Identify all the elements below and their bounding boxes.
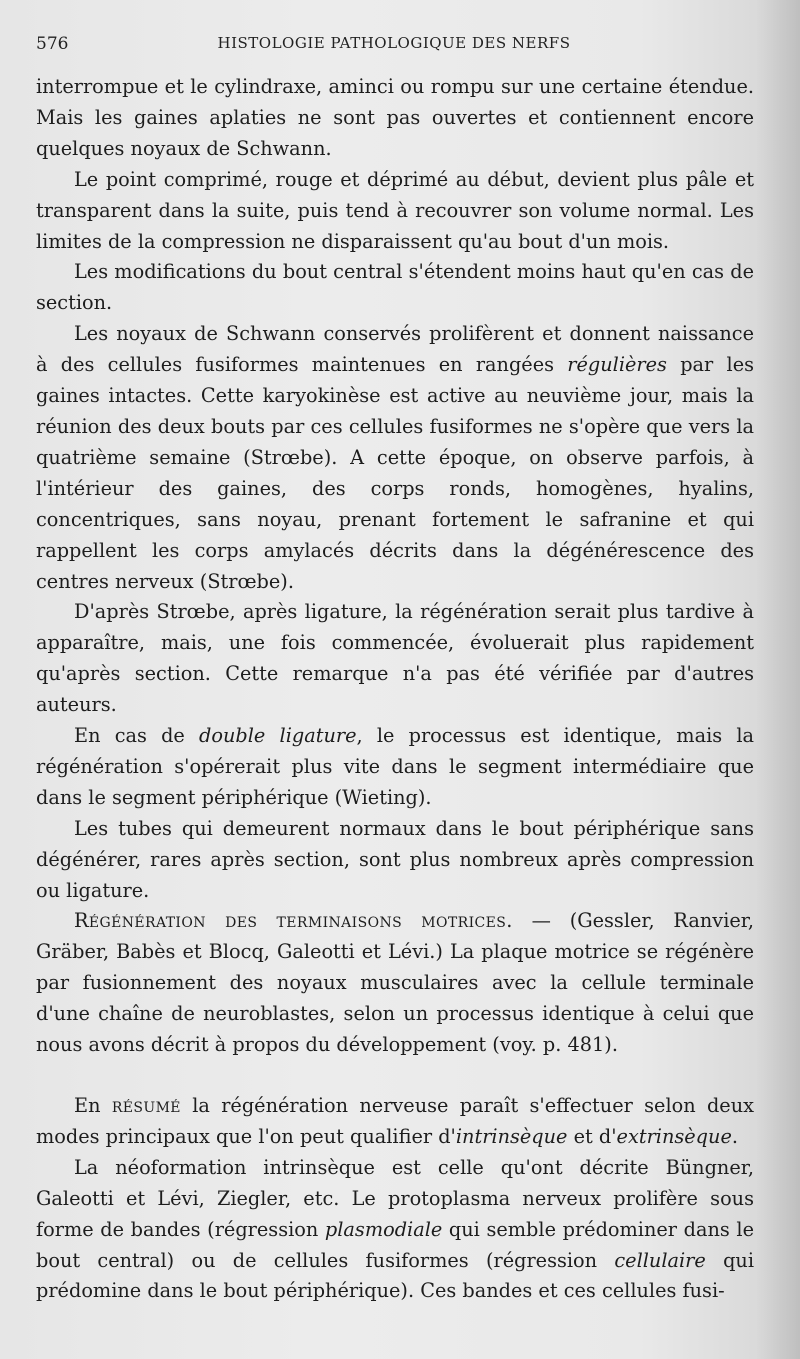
paragraph-6-text-b: , le processus est identique, mais la régénération s'opérerait plus vite dans le segment intermédiaire que dans le segment périphérique (Wieting). (36, 724, 754, 809)
paragraph-3: Les modifications du bout central s'étendent moins haut qu'en cas de section. (36, 260, 754, 315)
paragraph-10-text-b: qui semble prédominer dans le bout central) ou de cellules fusiformes (régression (36, 1217, 754, 1272)
section-heading-motor-endings: Régénération des terminaisons motrices. (74, 909, 513, 933)
paragraph-4 (36, 319, 754, 597)
paragraph-10-text-a: La néoformation intrinsèque est celle qu'ont décrite Büngner, Galeotti et Lévi, Ziegler, etc. Le protoplasma nerveux prolifère sous forme de bandes (régression (36, 1155, 754, 1241)
page-number: 576 (36, 34, 69, 54)
paragraph-10 (36, 1153, 754, 1308)
paragraph-7: Les tubes qui demeurent normaux dans le bout périphérique sans dégénérer, rares après section, sont plus nombreux après compression ou ligature. (36, 816, 754, 902)
paragraph-9-emphasis-1: intrinsèque (455, 1124, 568, 1148)
paragraph-1: interrompue et le cylindraxe, aminci ou rompu sur une certaine étendue. Mais les gaines aplaties ne sont pas ouvertes et contiennent encore quelques noyaux de Schwann. (36, 75, 754, 160)
page-header (36, 30, 752, 60)
running-title: HISTOLOGIE PATHOLOGIQUE DES NERFS (217, 34, 571, 52)
paragraph-4-emphasis: régulières (567, 353, 667, 377)
paragraph-4-text-a: Les noyaux de Schwann conservés prolifèrent et donnent naissance à des cellules fusiformes maintenues en rangées (36, 322, 754, 377)
body-text (36, 72, 754, 1307)
paragraph-5: D'après Strœbe, après ligature, la régénération serait plus tardive à apparaître, mais, une fois commencée, évoluerait plus rapidement qu'après section. Cette remarque n'a pas été vérifiée par d'autres auteurs. (36, 600, 754, 717)
paragraph-9-text-b: la régénération nerveuse paraît s'effectuer selon deux modes principaux que l'on peut qualifier d' (36, 1094, 754, 1148)
paragraph-9-text-d: . (731, 1124, 738, 1148)
paragraph-6-text-a: En cas de (74, 724, 200, 748)
paragraph-10-emphasis-2: cellulaire (614, 1248, 706, 1272)
paragraph-6-emphasis: double ligature (199, 724, 357, 748)
paragraph-4-text-b: par les gaines intactes. Cette karyokinèse est active au neuvième jour, mais la réunion des deux bouts par ces cellules fusiformes ne s'opère que vers la quatrième semaine (Strœbe). A cette époque, on observe parfois, à l'intérieur des gaines, des corps ronds, homogènes, hyalins, concentriques, sans noyau, prenant fortement le safranine et qui rappellent les corps amylacés décrits dans la dégénérescence des centres nerveux (Strœbe). (36, 353, 754, 593)
summary-label: résumé (111, 1094, 181, 1117)
paragraph-9-text-a: En (74, 1094, 112, 1117)
paragraph-9 (36, 1091, 754, 1153)
paragraph-9-text-c: et d' (567, 1124, 617, 1148)
paragraph-10-emphasis-1: plasmodiale (324, 1217, 443, 1241)
paragraph-2: Le point comprimé, rouge et déprimé au début, devient plus pâle et transparent dans la suite, puis tend à recouvrer son volume normal. Les limites de la compression ne disparaissent qu'au bout d'un mois. (36, 167, 754, 253)
paragraph-8-text: — (Gessler, Ranvier, Gräber, Babès et Blocq, Galeotti et Lévi.) La plaque motrice se régénère par fusionnement des noyaux musculaires avec la cellule terminale d'une chaîne de neuroblastes, selon un processus identique à celui que nous avons décrit à propos du développement (voy. p. 481). (36, 909, 754, 1057)
paragraph-9-emphasis-2: extrinsèque (616, 1124, 732, 1148)
paragraph-6 (36, 721, 754, 814)
paragraph-8 (36, 906, 754, 1061)
paragraph-10-text-c: qui prédomine dans le bout périphérique). Ces bandes et ces cellules fusi- (36, 1248, 754, 1303)
